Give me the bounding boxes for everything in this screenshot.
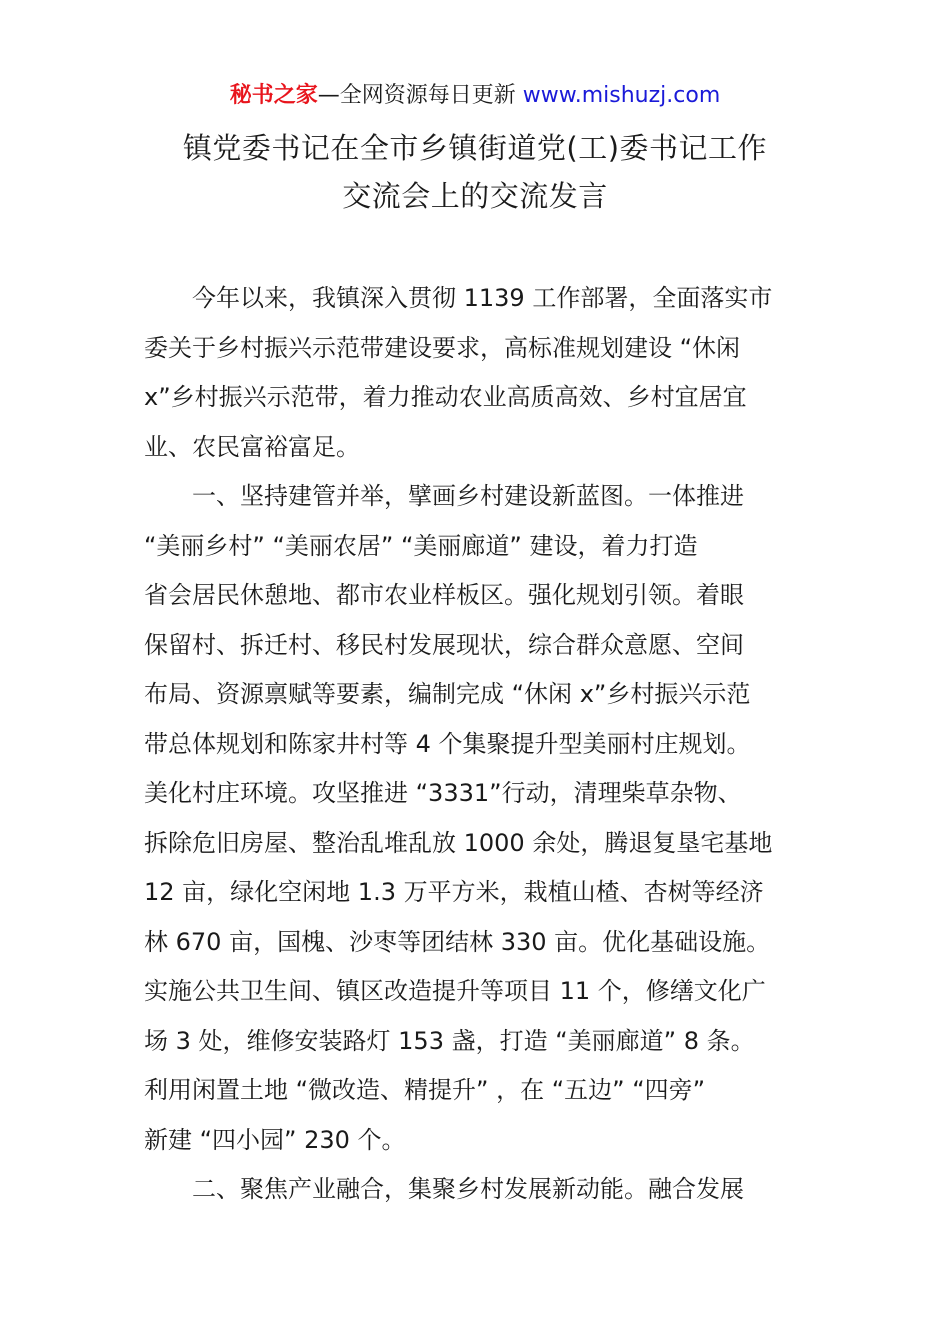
body-line: 利用闲置土地 “微改造、精提升” ，在 “五边” “四旁” (144, 1076, 706, 1104)
body-line: 美化村庄环境。攻坚推进 “3331”行动，清理柴草杂物、 (144, 779, 742, 807)
body-line: 二、聚焦产业融合，集聚乡村发展新动能。融合发展 (192, 1175, 744, 1203)
site-tagline: —全网资源每日更新 (317, 83, 523, 108)
body-line: 布局、资源禀赋等要素，编制完成 “休闲 x”乡村振兴示范 (144, 680, 751, 708)
body-line: 保留村、拆迁村、移民村发展现状，综合群众意愿、空间 (144, 630, 744, 659)
body-line: 一、坚持建管并举，擘画乡村建设新蓝图。一体推进 (192, 482, 744, 510)
body-line: 实施公共卫生间、镇区改造提升等项目 11 个，修缮文化广 (144, 977, 766, 1005)
body-line: 拆除危旧房屋、整治乱堆乱放 1000 余处，腾退复垦宅基地 (144, 828, 773, 857)
body-line: 场 3 处，维修安装路灯 153 盏，打造 “美丽廊道” 8 条。 (144, 1026, 755, 1055)
body-line: 省会居民休憩地、都市农业样板区。强化规划引领。着眼 (144, 581, 744, 609)
body-line: 带总体规划和陈家井村等 4 个集聚提升型美丽村庄规划。 (144, 729, 751, 758)
brand-name: 秘书之家 (229, 83, 318, 108)
title-line-2: 交流会上的交流发言 (342, 179, 608, 213)
body-line: 业、农民富裕富足。 (144, 432, 360, 461)
body-line: “美丽乡村” “美丽农居” “美丽廊道” 建设，着力打造 (144, 531, 698, 560)
body-line: 林 670 亩，国槐、沙枣等团结林 330 亩。优化基础设施。 (144, 927, 771, 956)
document-body (144, 274, 812, 1215)
body-line: 今年以来，我镇深入贯彻 1139 工作部署，全面落实市 (192, 284, 773, 312)
document-title (0, 124, 950, 220)
body-line: x”乡村振兴示范带，着力推动农业高质高效、乡村宜居宜 (144, 383, 747, 411)
title-line-1: 镇党委书记在全市乡镇街道党(工)委书记工作 (182, 131, 768, 165)
body-line: 新建 “四小园” 230 个。 (144, 1125, 406, 1154)
body-line: 委关于乡村振兴示范带建设要求，高标准规划建设 “休闲 (144, 333, 741, 362)
site-url-link[interactable]: www.mishuzj.com (522, 83, 721, 108)
body-line: 12 亩，绿化空闲地 1.3 万平方米，栽植山楂、杏树等经济 (144, 878, 764, 906)
site-header (0, 80, 950, 112)
